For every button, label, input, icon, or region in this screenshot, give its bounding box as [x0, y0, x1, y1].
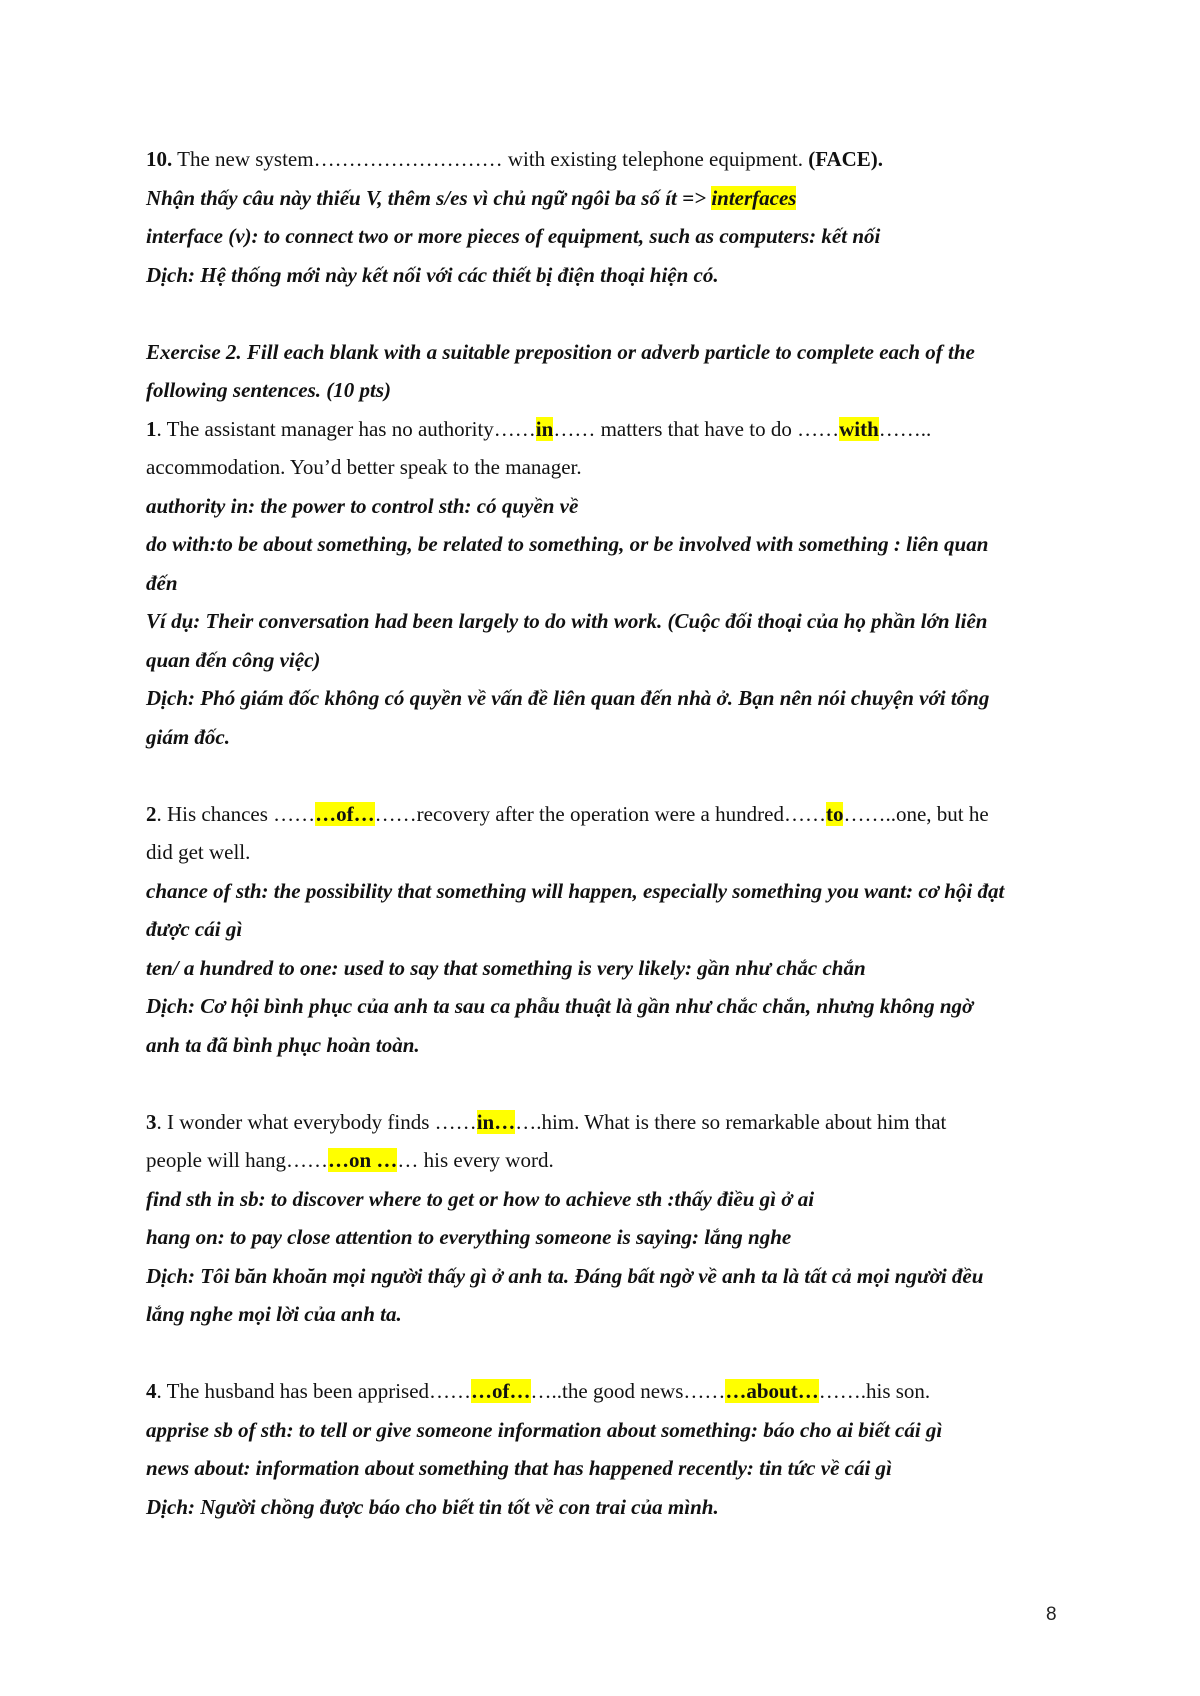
q2-sentence [146, 795, 1076, 834]
q2-translation: Dịch: Cơ hội bình phục của anh ta sau ca phẫu thuật là gần như chắc chắn, nhưng không ngờ [146, 994, 974, 1018]
spacer [146, 1064, 1076, 1103]
q4-sentence [146, 1372, 1076, 1411]
q4-explanation-2: news about: information about something that has happened recently: tin tức về cái gì [146, 1456, 892, 1480]
q1-explanation-3: đến [146, 570, 178, 595]
spacer [146, 294, 1076, 333]
q3-answer-2: …on … [327, 1148, 398, 1172]
q1-translation: Dịch: Phó giám đốc không có quyền về vấn đề liên quan đến nhà ở. Bạn nên nói chuyện với tổng [146, 686, 990, 710]
q3-text-2: ….him. What is there so remarkable about him that [515, 1109, 947, 1134]
spacer [146, 756, 1076, 795]
q3-explanation-1: find sth in sb: to discover where to get or how to achieve sth :thấy điều gì ở ai [146, 1186, 815, 1211]
q3-sentence [146, 1103, 1076, 1142]
q4-number: 4 [146, 1379, 157, 1403]
q3-translation: Dịch: Tôi băn khoăn mọi người thấy gì ở anh ta. Đáng bất ngờ về anh ta là tất cả mọi người đều [146, 1263, 984, 1288]
q1-text-2: …… matters that have to do …… [553, 416, 840, 441]
q3-text-4: … his every word. [397, 1148, 554, 1172]
q2-text-3: ……..one, but he [843, 801, 989, 826]
q1-sentence [146, 410, 1076, 449]
q1-explanation-1: authority in: the power to control sth: có quyền về [146, 493, 579, 518]
q2-text-2: ……recovery after the operation were a hundred…… [374, 801, 826, 826]
q2-explanation-1-cont: được cái gì [146, 917, 243, 941]
q10-note-text: Nhận thấy câu này thiếu V, thêm s/es vì chủ ngữ ngôi ba số ít => [146, 185, 712, 210]
q1-example: Ví dụ: Their conversation had been largely to do with work. (Cuộc đối thoại của họ phần lớn liên [146, 609, 988, 633]
q10-number: 10. [146, 147, 173, 171]
q4-text-2: …..the good news…… [530, 1379, 726, 1403]
q10-word-form: (FACE). [808, 147, 884, 171]
q2-text-1: . His chances …… [156, 801, 316, 826]
q2-answer-1: …of… [315, 801, 375, 826]
q2-number: 2 [146, 801, 157, 826]
q1-text-1: . The assistant manager has no authority…… [156, 416, 536, 441]
q2-explanation-2: ten/ a hundred to one: used to say that something is very likely: gần như chắc chắn [146, 955, 866, 980]
q4-answer-1: …of… [471, 1379, 531, 1403]
q4-answer-2: …about… [725, 1379, 819, 1403]
q3-explanation-2: hang on: to pay close attention to everything someone is saying: lắng nghe [146, 1225, 792, 1249]
exercise-2-heading-cont: following sentences. (10 pts) [146, 378, 391, 402]
q1-number: 1 [146, 416, 157, 441]
q10-explanation: interface (v): to connect two or more pieces of equipment, such as computers: kết nối [146, 224, 881, 248]
q10-sentence [146, 140, 1076, 179]
q2-explanation-1: chance of sth: the possibility that something will happen, especially something you want: cơ hội đạt [146, 878, 1005, 903]
q10-translation: Dịch: Hệ thống mới này kết nối với các thiết bị điện thoại hiện có. [146, 262, 719, 287]
q10-text: The new system……………………… with existing telephone equipment. [172, 147, 809, 171]
q2-translation-cont: anh ta đã bình phục hoàn toàn. [146, 1032, 420, 1057]
document-body [146, 140, 1076, 1526]
page-number: 8 [1046, 1604, 1057, 1625]
q3-translation-cont: lắng nghe mọi lời của anh ta. [146, 1302, 402, 1326]
q1-example-cont: quan đến công việc) [146, 647, 321, 672]
q2-sentence-cont: did get well. [146, 840, 251, 864]
q3-number: 3 [146, 1109, 157, 1134]
q4-explanation-1: apprise sb of sth: to tell or give someone information about something: báo cho ai biết cái gì [146, 1417, 943, 1442]
q1-answer-1: in [535, 416, 554, 441]
q4-text-1: . The husband has been apprised…… [156, 1379, 472, 1403]
q1-translation-cont: giám đốc. [146, 724, 230, 749]
spacer [146, 1334, 1076, 1373]
q3-text-3: people will hang…… [146, 1148, 328, 1172]
q1-text-3: …….. [878, 416, 932, 441]
q10-answer: interfaces [711, 185, 797, 210]
q4-translation: Dịch: Người chồng được báo cho biết tin tốt về con trai của mình. [146, 1494, 719, 1519]
q3-sentence-cont [146, 1141, 1076, 1180]
q10-note [146, 179, 1076, 218]
q3-text-1: . I wonder what everybody finds …… [156, 1109, 477, 1134]
q1-explanation-2: do with:to be about something, be related to something, or be involved with something : liên quan [146, 532, 989, 556]
q4-text-3: …….his son. [818, 1379, 931, 1403]
q1-answer-2: with [839, 416, 879, 441]
exercise-2-heading: Exercise 2. Fill each blank with a suitable preposition or adverb particle to complete each of the [146, 339, 975, 364]
q2-answer-2: to [825, 801, 844, 826]
q3-answer-1: in… [476, 1109, 516, 1134]
q1-sentence-cont: accommodation. You’d better speak to the manager. [146, 455, 582, 479]
